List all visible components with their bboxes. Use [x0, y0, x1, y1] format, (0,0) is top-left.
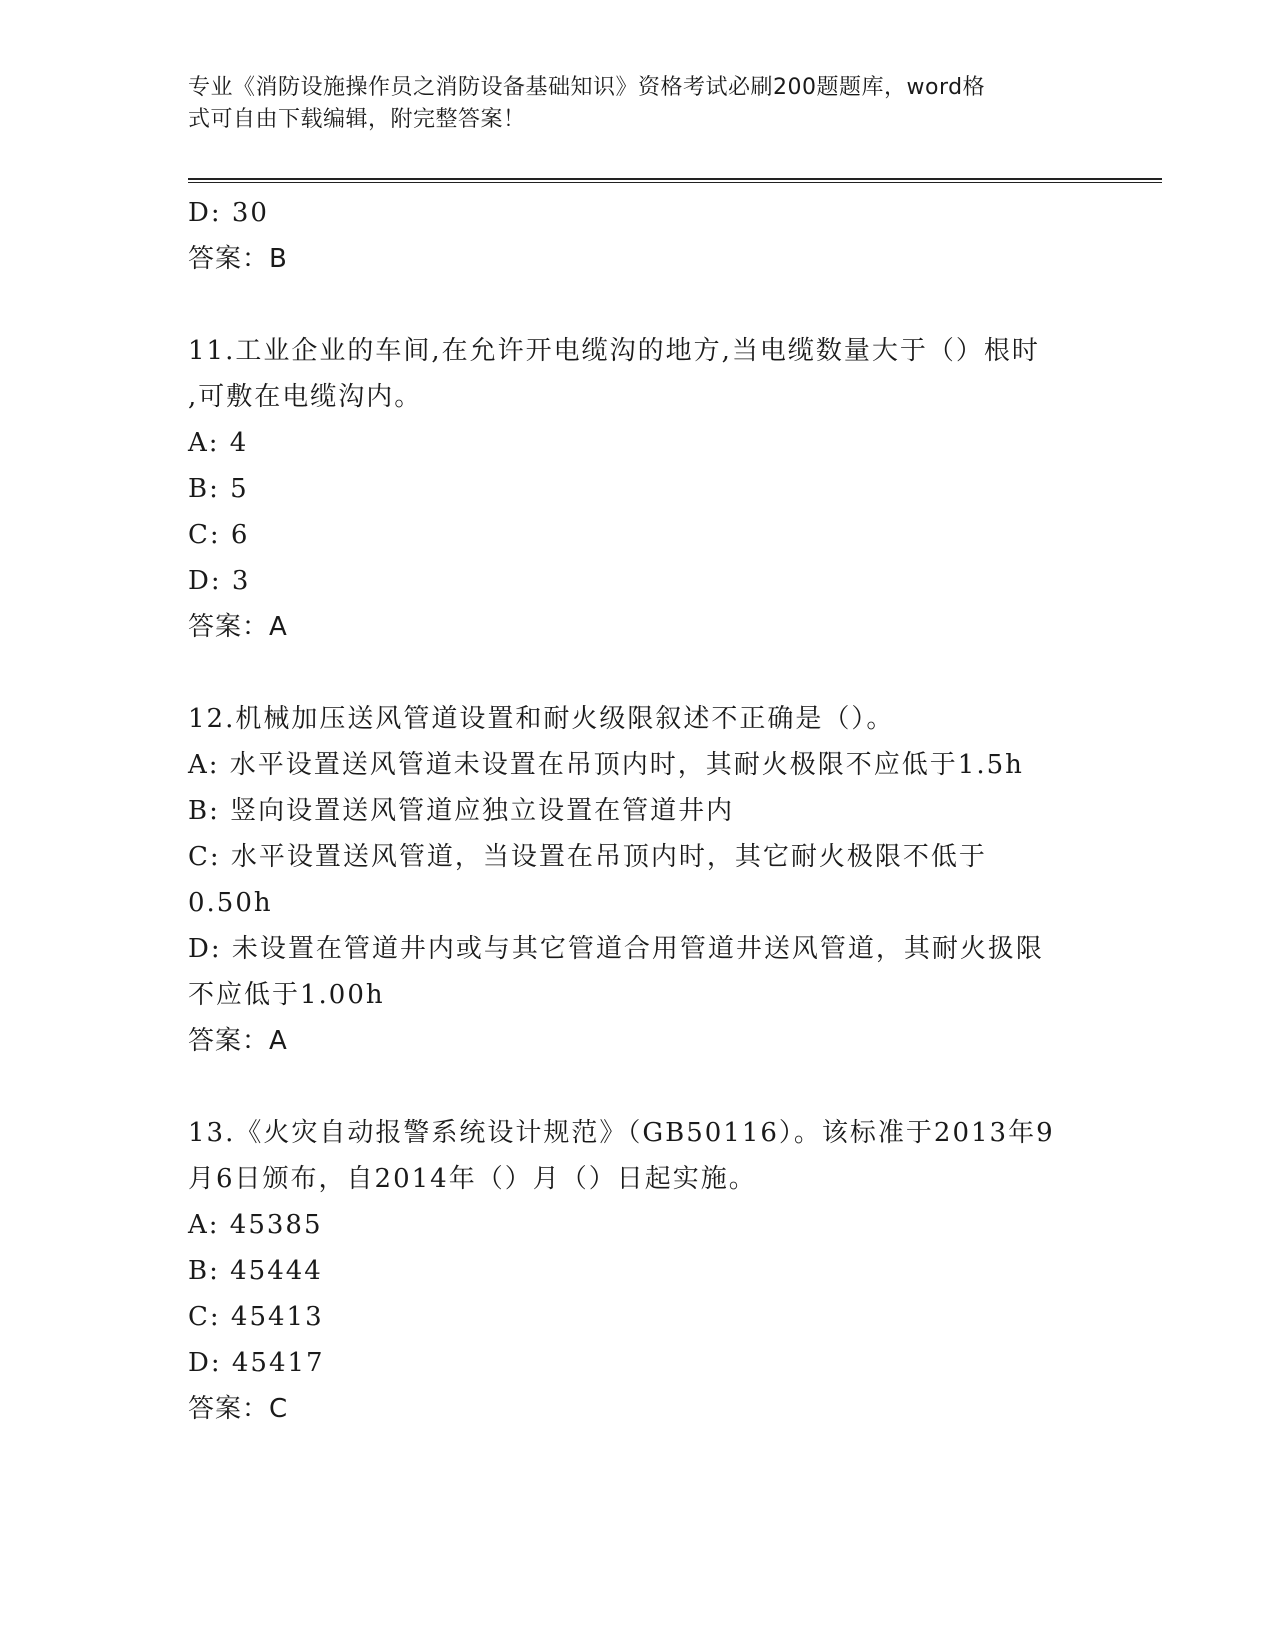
previous-question-tail	[188, 190, 1088, 282]
option-d: D: 45417	[188, 1348, 325, 1378]
header-line-1: 专业《消防设施操作员之消防设备基础知识》资格考试必刷200题题库，word格	[188, 75, 986, 100]
header-line-2: 式可自由下载编辑，附完整答案！	[188, 107, 526, 132]
option-c: C: 水平设置送风管道，当设置在吊顶内时，其它耐火极限不低于	[188, 842, 987, 872]
option-b: B: 竖向设置送风管道应独立设置在管道井内	[188, 796, 735, 826]
spacer	[188, 1064, 1088, 1110]
question-stem: 13.《火灾自动报警系统设计规范》（GB50116）。该标准于2013年9	[188, 1118, 1055, 1148]
question-13	[188, 1110, 1088, 1432]
question-stem: ,可敷在电缆沟内。	[188, 382, 423, 412]
option-b: B: 45444	[188, 1256, 323, 1286]
question-11	[188, 328, 1088, 650]
answer-line: 答案：C	[188, 1394, 289, 1424]
option-d: D: 3	[188, 566, 251, 596]
question-stem: 12.机械加压送风管道设置和耐火级限叙述不正确是（）。	[188, 704, 895, 734]
spacer	[188, 282, 1088, 328]
option-a: A: 4	[188, 428, 249, 458]
answer-line: 答案：A	[188, 1026, 288, 1056]
question-stem: 11.工业企业的车间,在允许开电缆沟的地方,当电缆数量大于（）根时	[188, 336, 1040, 366]
answer-line: 答案：A	[188, 612, 288, 642]
option-a: A: 45385	[188, 1210, 323, 1240]
option-d: D: 未设置在管道井内或与其它管道合用管道井送风管道，其耐火扱限	[188, 934, 1044, 964]
answer-line: 答案：B	[188, 244, 288, 274]
option-c: C: 6	[188, 520, 250, 550]
page-header	[188, 72, 1088, 136]
option-d: D: 30	[188, 198, 269, 228]
option-c: C: 45413	[188, 1302, 324, 1332]
option-a: A: 水平设置送风管道未设置在吊顶内时，其耐火极限不应低于1.5h	[188, 750, 1024, 780]
header-divider	[188, 178, 1162, 183]
question-12	[188, 696, 1088, 1064]
question-stem: 月6日颁布，自2014年（）月（）日起实施。	[188, 1164, 757, 1194]
spacer	[188, 650, 1088, 696]
option-c-continued: 0.50h	[188, 888, 273, 918]
document-body	[188, 190, 1088, 1432]
option-d-continued: 不应低于1.00h	[188, 980, 385, 1010]
option-b: B: 5	[188, 474, 249, 504]
